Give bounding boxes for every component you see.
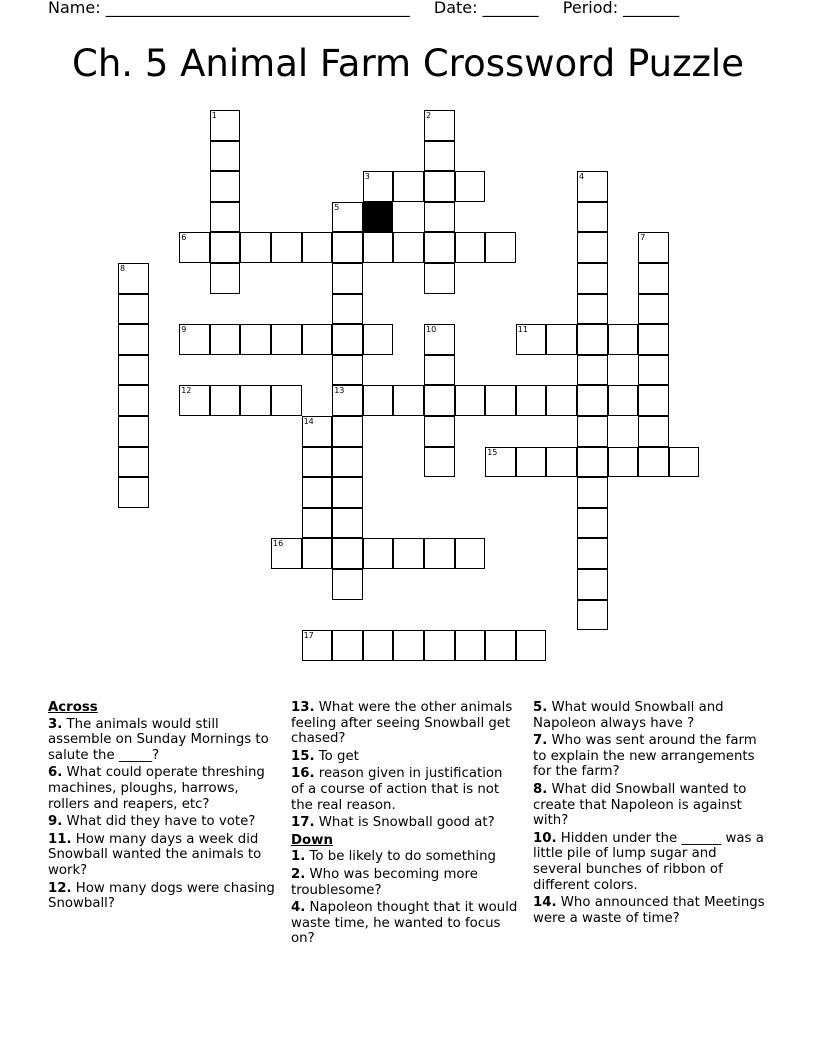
answer-cell[interactable] xyxy=(363,232,394,263)
answer-cell[interactable] xyxy=(638,324,669,355)
answer-cell[interactable] xyxy=(608,385,639,416)
answer-cell[interactable] xyxy=(271,385,302,416)
clue-item-text: What would Snowball and Napoleon always have ? xyxy=(533,700,724,731)
answer-cell[interactable] xyxy=(577,324,608,355)
answer-cell[interactable] xyxy=(424,171,455,202)
answer-cell[interactable] xyxy=(546,385,577,416)
answer-cell[interactable] xyxy=(210,141,241,172)
answer-cell[interactable] xyxy=(577,294,608,325)
clue-item xyxy=(291,749,519,765)
clue-item-number: 17. xyxy=(291,815,315,831)
clue-number: 6 xyxy=(181,233,187,243)
answer-cell[interactable] xyxy=(210,171,241,202)
clue-item-text: What were the other animals feeling after seeing Snowball get chased? xyxy=(291,700,513,747)
answer-cell[interactable] xyxy=(332,477,363,508)
clue-number: 15 xyxy=(487,447,498,457)
answer-cell[interactable] xyxy=(424,416,455,447)
answer-cell[interactable] xyxy=(546,324,577,355)
answer-cell[interactable] xyxy=(332,232,363,263)
answer-cell[interactable] xyxy=(210,385,241,416)
answer-cell[interactable] xyxy=(455,538,486,569)
answer-cell[interactable] xyxy=(516,385,547,416)
date-label: Date: xyxy=(433,0,478,17)
answer-cell[interactable] xyxy=(118,416,149,447)
clue-item xyxy=(533,782,765,829)
clue-number: 8 xyxy=(120,264,126,273)
answer-cell[interactable] xyxy=(332,508,363,539)
answer-cell[interactable] xyxy=(485,232,516,263)
clue-number: 11 xyxy=(517,325,528,335)
answer-cell[interactable] xyxy=(332,538,363,569)
clue-number: 13 xyxy=(334,386,345,396)
clue-item-number: 6. xyxy=(48,765,63,781)
answer-cell[interactable] xyxy=(302,508,333,539)
answer-cell[interactable] xyxy=(516,630,547,661)
answer-cell[interactable] xyxy=(118,355,149,386)
black-square xyxy=(363,202,394,233)
answer-cell[interactable] xyxy=(240,324,271,355)
clue-item-text: How many dogs were chasing Snowball? xyxy=(48,880,275,912)
answer-cell[interactable] xyxy=(210,232,241,263)
answer-cell[interactable] xyxy=(516,447,547,478)
answer-cell[interactable] xyxy=(608,324,639,355)
answer-cell[interactable] xyxy=(210,202,241,233)
answer-cell[interactable] xyxy=(332,355,363,386)
answer-cell[interactable] xyxy=(118,447,149,478)
answer-cell[interactable] xyxy=(455,385,486,416)
answer-cell[interactable] xyxy=(363,385,394,416)
period-label: Period: xyxy=(562,0,619,17)
answer-cell[interactable] xyxy=(577,202,608,233)
answer-cell[interactable] xyxy=(240,232,271,263)
answer-cell[interactable] xyxy=(363,538,394,569)
across-clue-list-continued xyxy=(291,700,519,831)
clue-item xyxy=(291,700,519,747)
page-title: Ch. 5 Animal Farm Crossword Puzzle xyxy=(72,42,744,85)
clue-column-3 xyxy=(533,700,765,928)
answer-cell[interactable] xyxy=(393,171,424,202)
answer-cell[interactable] xyxy=(240,385,271,416)
answer-cell[interactable] xyxy=(363,324,394,355)
clue-item-number: 4. xyxy=(291,900,306,916)
answer-cell[interactable] xyxy=(577,538,608,569)
clue-item-number: 5. xyxy=(533,700,548,715)
clue-item-number: 12. xyxy=(48,880,72,896)
answer-cell[interactable] xyxy=(302,447,333,478)
answer-cell[interactable] xyxy=(118,385,149,416)
answer-cell[interactable] xyxy=(608,447,639,478)
clue-number: 3 xyxy=(364,172,370,182)
clue-item xyxy=(48,832,276,879)
clue-item-number: 7. xyxy=(533,733,548,749)
answer-cell[interactable] xyxy=(332,416,363,447)
clue-number: 10 xyxy=(426,325,437,335)
answer-cell[interactable] xyxy=(455,171,486,202)
answer-cell[interactable] xyxy=(302,324,333,355)
answer-cell[interactable] xyxy=(638,385,669,416)
across-clue-list xyxy=(48,717,276,912)
clue-item-number: 15. xyxy=(291,748,315,764)
answer-cell[interactable] xyxy=(118,324,149,355)
answer-cell[interactable] xyxy=(302,232,333,263)
clue-item xyxy=(291,849,519,865)
clue-item-text: What is Snowball good at? xyxy=(314,815,495,831)
answer-cell[interactable] xyxy=(577,569,608,600)
date-blank[interactable]: _______ xyxy=(482,0,539,17)
clue-item-number: 1. xyxy=(291,849,306,865)
down-clue-list-continued xyxy=(533,700,765,926)
answer-cell[interactable] xyxy=(118,294,149,325)
answer-cell[interactable] xyxy=(332,630,363,661)
answer-cell[interactable] xyxy=(424,538,455,569)
clue-item-text: To get xyxy=(314,748,359,764)
down-clue-list xyxy=(291,849,519,947)
down-heading: Down xyxy=(291,832,333,848)
answer-cell[interactable] xyxy=(638,447,669,478)
clue-item xyxy=(291,867,519,898)
name-label: Name: xyxy=(48,0,101,17)
answer-cell[interactable] xyxy=(455,630,486,661)
answer-cell[interactable] xyxy=(332,294,363,325)
clue-item xyxy=(48,814,276,830)
clue-item-text: What could operate threshing machines, ploughs, harrows, rollers and reapers, etc? xyxy=(48,765,265,812)
answer-cell[interactable] xyxy=(332,569,363,600)
clue-number: 5 xyxy=(334,202,340,212)
answer-cell[interactable] xyxy=(638,263,669,294)
clue-item xyxy=(291,766,519,813)
answer-cell[interactable] xyxy=(393,538,424,569)
clue-number: 16 xyxy=(273,539,284,549)
clue-item-number: 8. xyxy=(533,781,548,797)
period-blank[interactable]: _______ xyxy=(623,0,680,17)
answer-cell[interactable] xyxy=(577,416,608,447)
clue-item-text: reason given in justification of a course of action that is not the real reason. xyxy=(291,766,503,813)
answer-cell[interactable] xyxy=(577,600,608,631)
answer-cell[interactable] xyxy=(485,630,516,661)
clue-number: 1 xyxy=(211,111,217,120)
clue-number: 14 xyxy=(303,417,314,426)
clue-item xyxy=(533,895,765,926)
clue-number: 7 xyxy=(640,233,646,243)
answer-cell[interactable] xyxy=(332,263,363,294)
clue-item xyxy=(533,733,765,780)
answer-cell[interactable] xyxy=(424,447,455,478)
clue-item-text: To be likely to do something xyxy=(305,849,496,865)
clue-item xyxy=(291,815,519,831)
answer-cell[interactable] xyxy=(577,232,608,263)
clue-item-number: 3. xyxy=(48,716,63,732)
clue-number: 2 xyxy=(426,111,432,120)
answer-cell[interactable] xyxy=(455,232,486,263)
clue-item-number: 2. xyxy=(291,866,306,882)
clue-item-text: The animals would still assemble on Sunday Mornings to salute the _____? xyxy=(48,716,269,763)
answer-cell[interactable] xyxy=(424,355,455,386)
answer-cell[interactable] xyxy=(424,232,455,263)
across-heading: Across xyxy=(48,700,98,715)
answer-cell[interactable] xyxy=(577,355,608,386)
clue-number: 17 xyxy=(303,631,314,641)
answer-cell[interactable] xyxy=(424,385,455,416)
clue-item-number: 16. xyxy=(291,766,315,782)
clue-item-text: Hidden under the ______ was a little pile of lump sugar and several bunches of ribbon of different colors. xyxy=(533,830,764,893)
clue-item-text: Who announced that Meetings were a waste of time? xyxy=(533,895,765,926)
clue-item-text: Napoleon thought that it would waste time, he wanted to focus on? xyxy=(291,900,518,947)
clue-item-number: 9. xyxy=(48,814,63,830)
answer-cell[interactable] xyxy=(424,630,455,661)
clue-item xyxy=(533,831,765,893)
clue-column-2 xyxy=(291,700,519,949)
answer-cell[interactable] xyxy=(546,447,577,478)
answer-cell[interactable] xyxy=(332,324,363,355)
clue-item-number: 14. xyxy=(533,895,557,911)
answer-cell[interactable] xyxy=(577,263,608,294)
answer-cell[interactable] xyxy=(302,538,333,569)
clue-item xyxy=(533,700,765,731)
answer-cell[interactable] xyxy=(271,324,302,355)
name-blank[interactable]: ______________________________________ xyxy=(105,0,410,17)
clue-item-text: How many days a week did Snowball wanted the animals to work? xyxy=(48,831,262,878)
clue-item xyxy=(48,717,276,764)
clue-item-number: 13. xyxy=(291,700,315,715)
answer-cell[interactable] xyxy=(638,416,669,447)
clue-item xyxy=(48,765,276,812)
answer-cell[interactable] xyxy=(118,477,149,508)
answer-cell[interactable] xyxy=(577,477,608,508)
answer-cell[interactable] xyxy=(271,232,302,263)
answer-cell[interactable] xyxy=(577,447,608,478)
answer-cell[interactable] xyxy=(302,477,333,508)
clue-item xyxy=(291,900,519,947)
answer-cell[interactable] xyxy=(332,447,363,478)
answer-cell[interactable] xyxy=(363,630,394,661)
answer-cell[interactable] xyxy=(424,141,455,172)
clue-number: 4 xyxy=(579,172,585,182)
answer-cell[interactable] xyxy=(210,263,241,294)
clue-item-text: Who was sent around the farm to explain the new arrangements for the farm? xyxy=(533,733,757,780)
answer-cell[interactable] xyxy=(393,630,424,661)
clue-item-text: What did Snowball wanted to create that Napoleon is against with? xyxy=(533,781,747,829)
clue-item xyxy=(48,881,276,912)
answer-cell[interactable] xyxy=(424,202,455,233)
clue-item-text: Who was becoming more troublesome? xyxy=(291,866,478,898)
answer-cell[interactable] xyxy=(638,294,669,325)
answer-cell[interactable] xyxy=(669,447,700,478)
answer-cell[interactable] xyxy=(210,324,241,355)
answer-cell[interactable] xyxy=(393,385,424,416)
clue-item-text: What did they have to vote? xyxy=(62,814,256,830)
answer-cell[interactable] xyxy=(485,385,516,416)
clue-column-1 xyxy=(48,700,276,914)
answer-cell[interactable] xyxy=(424,263,455,294)
answer-cell[interactable] xyxy=(577,385,608,416)
clue-number: 9 xyxy=(181,325,187,335)
answer-cell[interactable] xyxy=(577,508,608,539)
answer-cell[interactable] xyxy=(393,232,424,263)
clue-number: 12 xyxy=(181,386,192,396)
clue-item-number: 11. xyxy=(48,831,72,847)
clue-item-number: 10. xyxy=(533,830,557,846)
answer-cell[interactable] xyxy=(638,355,669,386)
